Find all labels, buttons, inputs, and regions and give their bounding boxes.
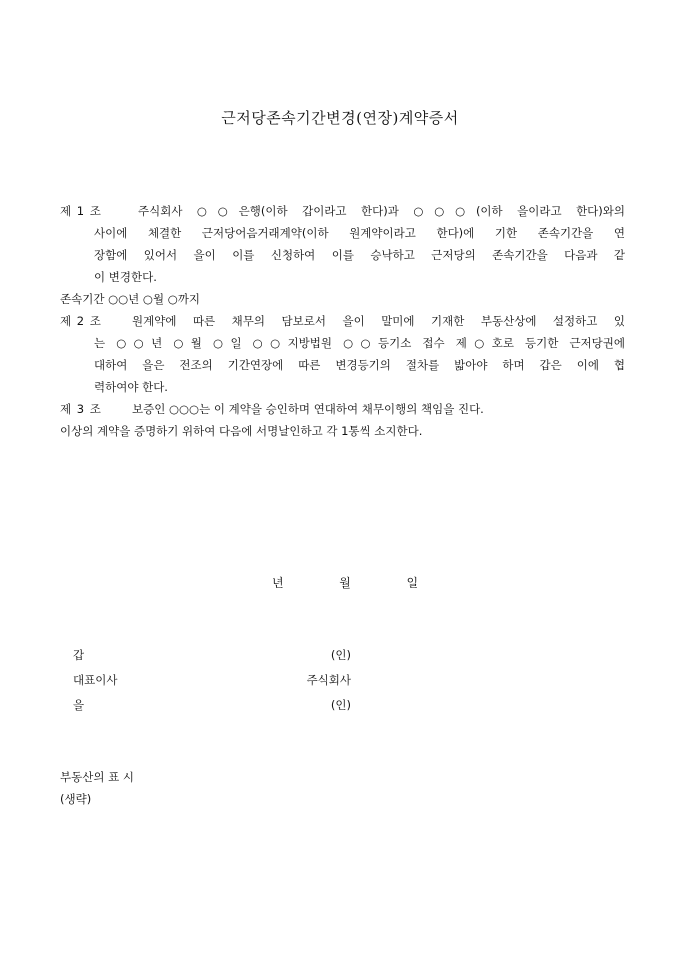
article-1-text-start: 주식회사 ○○은행(이하 갑이라고 한다)과 ○○○(이하 을이라고 한다)와의 (138, 204, 625, 218)
seal-mark: (인) (330, 648, 351, 662)
article-2-line-4: 력하여야 한다. (94, 380, 168, 394)
date-year-label: 년 (272, 576, 284, 590)
article-1-line-4: 이 변경한다. (94, 270, 157, 284)
property-note: (생략) (60, 792, 92, 806)
document-title: 근저당존속기간변경(연장)계약증서 (221, 109, 459, 127)
contract-body (60, 200, 625, 442)
article-2-line-2: 는 ○○년 ○월 ○일 ○○지방법원 ○○등기소 접수 제○호로 등기한 근저당권에 (94, 336, 625, 350)
article-3-text: 보증인 ○○○는 이 계약을 승인하며 연대하여 채무이행의 책임을 진다. (132, 402, 484, 416)
signer-row (73, 645, 363, 670)
duration-line: 존속기간 ○○년 ○월 ○까지 (60, 292, 200, 306)
article-2-line-3: 대하여 을은 전조의 기간연장에 따른 변경등기의 절차를 밟아야 하며 갑은 이에 협 (94, 358, 625, 372)
article-1-first-line (60, 200, 625, 222)
signature-block (73, 645, 363, 720)
article-1-line-2: 사이에 체결한 근저당어음거래계약(이하 원계약이라고 한다)에 기한 존속기간을 연 (94, 226, 625, 240)
article-1 (60, 200, 625, 288)
seal-mark: (인) (330, 698, 351, 712)
article-1-number: 제 1 조 (60, 204, 102, 218)
date-day-label: 일 (406, 576, 419, 590)
signer-row (73, 695, 363, 720)
signer-label: 갑 (73, 648, 85, 662)
contract-date (272, 574, 418, 591)
article-2 (60, 310, 625, 398)
company-label: 주식회사 (306, 673, 351, 687)
article-3 (60, 398, 625, 420)
article-1-line-3: 장함에 있어서 을이 이를 신청하여 이를 승낙하고 근저당의 존속기간을 다음과 같 (94, 248, 625, 262)
article-2-text-start: 원계약에 따른 채무의 담보로서 을이 말미에 기재한 부동산상에 설정하고 있 (132, 314, 625, 328)
date-month-label: 월 (339, 576, 351, 590)
signer-label: 대표이사 (73, 673, 118, 687)
property-section (60, 766, 134, 810)
article-2-number: 제 2 조 (60, 314, 102, 328)
property-heading: 부동산의 표 시 (60, 770, 134, 784)
signer-label: 을 (73, 698, 85, 712)
closing-statement: 이상의 계약을 증명하기 위하여 다음에 서명날인하고 각 1통씩 소지한다. (60, 424, 423, 438)
article-2-first-line (60, 310, 625, 332)
article-3-number: 제 3 조 (60, 402, 102, 416)
signer-row (73, 670, 363, 695)
